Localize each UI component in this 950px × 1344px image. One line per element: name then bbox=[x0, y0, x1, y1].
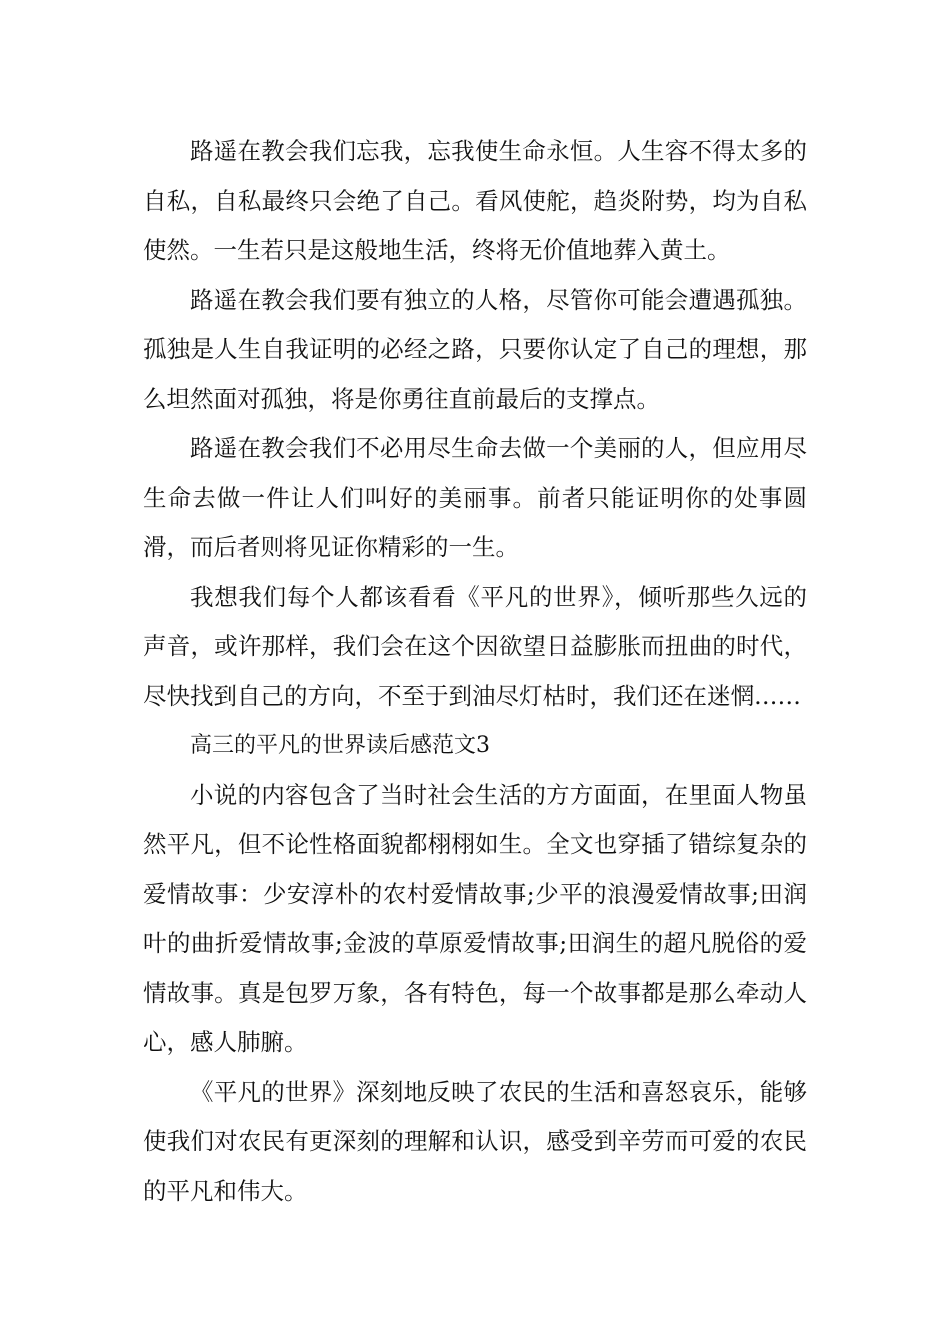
paragraph-selflessness: 路遥在教会我们忘我，忘我使生命永恒。人生容不得太多的自私，自私最终只会绝了自己。看风使舵，趋炎附势，均为自私使然。一生若只是这般地生活，终将无价值地葬入黄土。 bbox=[143, 137, 807, 264]
paragraph-reflection: 我想我们每个人都该看看《平凡的世界》，倾听那些久远的声音，或许那样，我们会在这个因欲望日益膨胀而扭曲的时代，尽快找到自己的方向，不至于到油尽灯枯时，我们还在迷惘…… bbox=[143, 582, 807, 710]
paragraph-independence: 路遥在教会我们要有独立的人格，尽管你可能会遭遇孤独。孤独是人生自我证明的必经之路，只要你认定了自己的理想，那么坦然面对孤独，将是你勇往直前最后的支撑点。 bbox=[143, 285, 807, 413]
document-body bbox=[143, 127, 807, 1216]
paragraph-beautiful-deeds: 路遥在教会我们不必用尽生命去做一个美丽的人，但应用尽生命去做一件让人们叫好的美丽事。前者只能证明你的处事圆滑，而后者则将见证你精彩的一生。 bbox=[143, 434, 807, 561]
paragraph-farmers-life: 《平凡的世界》深刻地反映了农民的生活和喜怒哀乐，能够使我们对农民有更深刻的理解和认识，感受到辛劳而可爱的农民的平凡和伟大。 bbox=[143, 1077, 807, 1205]
section-heading: 高三的平凡的世界读后感范文3 bbox=[190, 733, 490, 758]
paragraph-novel-content: 小说的内容包含了当时社会生活的方方面面，在里面人物虽然平凡，但不论性格面貌都栩栩如生。全文也穿插了错综复杂的爱情故事：少安淳朴的农村爱情故事;少平的浪漫爱情故事;田润叶的曲折爱情故事;金波的草原爱情故事;田润生的超凡脱俗的爱情故事。真是包罗万象，各有特色，每一个故事都是那么牵动人心，感人肺腑。 bbox=[143, 780, 807, 1056]
